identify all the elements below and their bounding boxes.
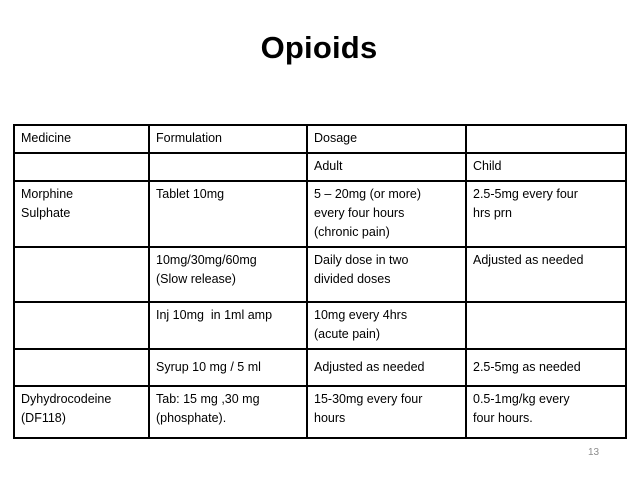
table-row bbox=[14, 386, 626, 438]
slide-title: Opioids bbox=[260, 30, 378, 65]
cell-line: 0.5-1mg/kg every bbox=[473, 392, 570, 406]
cell-line: Adjusted as needed bbox=[473, 253, 584, 267]
cell-line: hrs prn bbox=[473, 206, 512, 220]
cell-line: hours bbox=[314, 411, 346, 425]
cell-line: 2.5-5mg as needed bbox=[473, 359, 581, 374]
cell-line: Morphine bbox=[21, 187, 74, 201]
cell-medicine bbox=[14, 181, 149, 247]
cell-line: 5 – 20mg (or more) bbox=[314, 187, 421, 201]
cell-line: (Slow release) bbox=[156, 272, 236, 286]
cell-medicine bbox=[14, 349, 149, 386]
table-header-row bbox=[14, 125, 626, 153]
subheader-adult: Adult bbox=[307, 153, 466, 181]
cell-line: divided doses bbox=[314, 272, 391, 286]
cell-adult-dosage bbox=[307, 247, 466, 302]
cell-adult-dosage bbox=[307, 302, 466, 349]
cell-line: Syrup 10 mg / 5 ml bbox=[156, 359, 261, 374]
opioids-table bbox=[13, 124, 627, 439]
table-row bbox=[14, 181, 626, 247]
cell-formulation bbox=[149, 349, 307, 386]
cell-line: 15-30mg every four bbox=[314, 392, 423, 406]
table-row bbox=[14, 247, 626, 302]
cell-medicine bbox=[14, 247, 149, 302]
header-dosage: Dosage bbox=[307, 125, 466, 153]
cell-line: (acute pain) bbox=[314, 327, 381, 341]
cell-child-dosage bbox=[466, 386, 626, 438]
cell-child-dosage bbox=[466, 302, 626, 349]
cell-adult-dosage bbox=[307, 181, 466, 247]
cell-formulation bbox=[149, 247, 307, 302]
cell-child-dosage bbox=[466, 349, 626, 386]
cell-line: Inj 10mg in 1ml amp bbox=[156, 308, 273, 322]
cell-formulation bbox=[149, 181, 307, 247]
cell-line: Adjusted as needed bbox=[314, 359, 425, 374]
cell-line: Tab: 15 mg ,30 mg bbox=[156, 392, 260, 406]
cell-line: (phosphate). bbox=[156, 411, 227, 425]
header-formulation: Formulation bbox=[149, 125, 307, 153]
slide-number: 13 bbox=[588, 447, 600, 458]
cell-child-dosage bbox=[466, 247, 626, 302]
cell-medicine bbox=[14, 302, 149, 349]
cell-line: 2.5-5mg every four bbox=[473, 187, 578, 201]
header-blank bbox=[466, 125, 626, 153]
cell-line: Sulphate bbox=[21, 206, 71, 220]
cell-medicine bbox=[14, 386, 149, 438]
table-subheader-row bbox=[14, 153, 626, 181]
cell-line: Daily dose in two bbox=[314, 253, 409, 267]
cell-line: Tablet 10mg bbox=[156, 187, 225, 201]
subheader-blank-medicine bbox=[14, 153, 149, 181]
cell-adult-dosage bbox=[307, 386, 466, 438]
table-row bbox=[14, 302, 626, 349]
header-medicine: Medicine bbox=[14, 125, 149, 153]
subheader-child: Child bbox=[466, 153, 626, 181]
cell-line: Dyhydrocodeine bbox=[21, 392, 112, 406]
subheader-blank-formulation bbox=[149, 153, 307, 181]
cell-line: four hours. bbox=[473, 411, 533, 425]
table-row bbox=[14, 349, 626, 386]
cell-line: (DF118) bbox=[21, 411, 66, 425]
cell-line: every four hours bbox=[314, 206, 405, 220]
cell-line: 10mg every 4hrs bbox=[314, 308, 408, 322]
cell-formulation bbox=[149, 302, 307, 349]
cell-line: 10mg/30mg/60mg bbox=[156, 253, 257, 267]
cell-line: (chronic pain) bbox=[314, 225, 390, 239]
cell-formulation bbox=[149, 386, 307, 438]
cell-child-dosage bbox=[466, 181, 626, 247]
cell-adult-dosage bbox=[307, 349, 466, 386]
